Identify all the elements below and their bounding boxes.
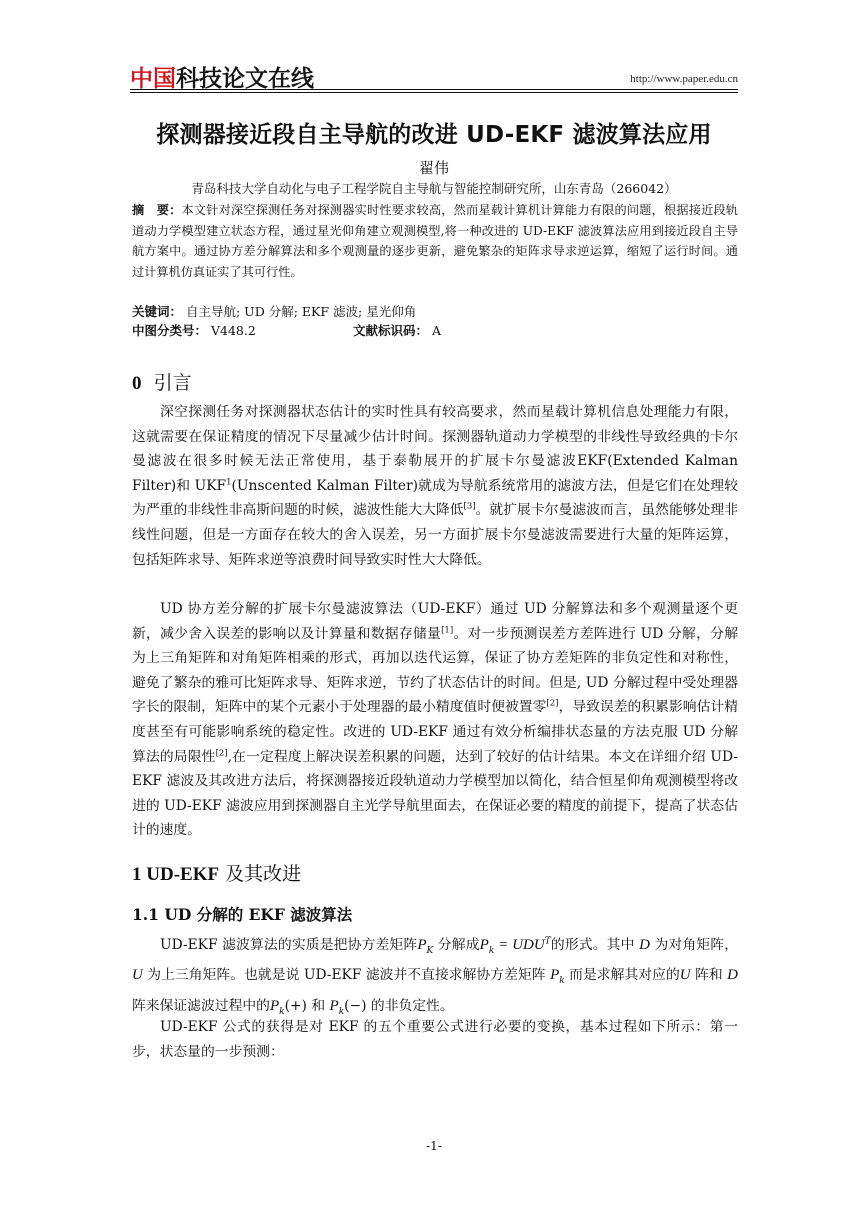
s1p1-d: 为对角矩阵，	[654, 937, 739, 953]
intro-p2-citation-2[interactable]: [2]	[546, 698, 559, 709]
logo-text-red: 中国	[130, 66, 176, 92]
intro-p2-part-a: UD 协方差分解的扩展卡尔曼滤波算法（UD-EKF）通过 UD 分解算法和多个观测量逐个更新，减少舍入误差的影响以及计算量和数据存储量	[132, 601, 738, 642]
clc-value: V448.2	[211, 323, 256, 338]
symbol-d: D	[639, 937, 650, 953]
equation-rhs: = UDU	[494, 937, 545, 953]
header-divider	[130, 89, 738, 90]
s1p1-g: 阵和	[695, 967, 723, 984]
header-divider-thin	[130, 92, 738, 93]
equation-sub: k	[488, 945, 495, 956]
site-url-link[interactable]: http://www.paper.edu.cn	[630, 73, 738, 85]
s1p1-f: 而是求解其对应的	[569, 967, 680, 984]
intro-p1-part-c: 。就扩展卡尔曼滤波而言，虽然能够处理非线性问题，但是一方面存在较大的舍入误差，另一方面扩展卡尔曼滤波需要进行大量的矩阵运算，包括矩阵求导、矩阵求逆等浪费时间导致实时性大大降低。	[132, 502, 739, 568]
classification-line	[132, 321, 256, 339]
section-1-number: 1 UD-EKF	[132, 864, 220, 885]
symbol-k-sub-2: k	[559, 976, 565, 987]
section-0-title: 引言	[153, 372, 192, 394]
symbol-d-2: D	[727, 967, 738, 984]
pk-minus: (−)	[344, 997, 367, 1014]
symbol-u: U	[132, 967, 143, 984]
intro-p2-part-b: 。对一步预测误差方差阵进行 UD 分解，分解为上三角矩阵和对角矩阵相乘的形式，再加以迭代运算，保证了协方差矩阵的非负定性和对称性，避免了繁杂的雅可比矩阵求导、矩阵求逆，节约了状态估计的时间。但是, UD 分解过程中受处理器字长的限制，矩阵中的某个元素小于处理器的最小精度值时便被置零	[132, 625, 738, 716]
paper-title: 探测器接近段自主导航的改进 UD-EKF 滤波算法应用	[156, 122, 712, 148]
equation-sup: T	[544, 936, 551, 947]
symbol-p-2: P	[550, 967, 560, 984]
intro-p2-part-c: ，导致误差的积累影响估计精度甚至有可能影响系统的稳定性。改进的 UD-EKF 通过有效分析编排状态量的方法克服 UD 分解算法的局限性	[132, 699, 739, 765]
s1p1-b: 分解成	[437, 937, 480, 953]
intro-paragraph-2	[132, 597, 738, 843]
symbol-p: P	[417, 937, 427, 953]
abstract	[132, 200, 738, 282]
page-number: -1-	[426, 1139, 442, 1153]
symbol-p-3: P	[269, 997, 280, 1014]
symbol-k-sub: K	[426, 945, 434, 956]
s1p1-c: 的形式。其中	[550, 937, 635, 953]
intro-p1-part-a: 深空探测任务对探测器状态估计的实时性具有较高要求，然而星载计算机信息处理能力有限，这就需要在保证精度的情况下尽量减少估计时间。探测器轨道动力学模型的非线性导致经典的卡尔曼滤波在很多时候无法正常使用，基于泰勒展开的扩展卡尔曼滤波EKF(Extended Kalman Filter)和 UKF	[132, 404, 738, 494]
intro-p2-citation-3[interactable]: [2]	[215, 747, 228, 758]
abstract-label: 摘 要：	[132, 203, 182, 217]
pk-plus: (+)	[284, 997, 307, 1014]
logo-text-dark: 科技论文在线	[176, 66, 314, 92]
s1p1-h: 阵来保证滤波过程中的	[132, 997, 270, 1014]
intro-p1-part-b: (Unscented Kalman Filter)就成为导航系统常用的滤波方法，但是它们在处理较为严重的非线性非高斯问题的时候，滤波性能大大降低	[132, 477, 738, 519]
section-0-heading	[132, 368, 192, 395]
equation-lhs: P	[479, 937, 489, 953]
section-1-paragraph-2: UD-EKF 公式的获得是对 EKF 的五个重要公式进行必要的变换，基本过程如下所示：第一步，状态量的一步预测：	[132, 1019, 738, 1060]
author-affiliation: 青岛科技大学自动化与电子工程学院自主导航与智能控制研究所，山东青岛（266042）	[191, 181, 677, 196]
subsection-1-1-heading: 1.1 UD 分解的 EKF 滤波算法	[132, 905, 353, 924]
intro-p1-sup: 1	[226, 477, 232, 488]
intro-p2-citation-1[interactable]: [1]	[441, 625, 454, 635]
s1p1-j: 的非负定性。	[370, 997, 454, 1014]
keywords-label: 关键词：	[132, 304, 183, 319]
s1p1-a: UD-EKF 滤波算法的实质是把协方差矩阵	[160, 937, 418, 953]
keywords-value: 自主导航; UD 分解; EKF 滤波; 星光仰角	[186, 304, 417, 319]
doc-code-line	[353, 321, 441, 339]
doc-code-label: 文献标识码：	[353, 323, 429, 338]
symbol-p-4: P	[329, 997, 339, 1014]
symbol-k-sub-4: k	[338, 1006, 345, 1017]
intro-paragraph-1	[132, 400, 738, 572]
s1p1-i: 和	[311, 997, 326, 1014]
intro-p2-part-d: ,在一定程度上解决误差积累的问题，达到了较好的估计结果。本文在详细介绍 UD-EKF 滤波及其改进方法后，将探测器接近段轨道动力学模型加以简化，结合恒星仰角观测模型将改进的 UD-EKF 滤波应用到探测器自主光学导航里面去，在保证必要的精度的前提下，提高了状态估计的速度。	[132, 748, 738, 839]
intro-p1-citation[interactable]: [3]	[463, 501, 476, 512]
section-1-paragraph-1	[132, 933, 738, 1024]
clc-label: 中图分类号：	[132, 323, 208, 338]
section-0-number: 0	[132, 373, 142, 394]
s1p1-e: 为上三角矩阵。也就是说 UD-EKF 滤波并不直接求解协方差矩阵	[147, 967, 546, 984]
section-1-heading	[132, 859, 301, 886]
keywords-line	[132, 302, 416, 320]
symbol-k-sub-3: k	[279, 1006, 285, 1017]
paper-author: 翟伟	[418, 159, 449, 177]
symbol-u-2: U	[679, 967, 691, 984]
doc-code-value: A	[432, 323, 442, 338]
abstract-text: 本文针对深空探测任务对探测器实时性要求较高，然而星载计算机计算能力有限的问题，根据接近段轨道动力学模型建立状态方程，通过星光仰角建立观测模型,将一种改进的 UD-EKF 滤波算法应用到接近段自主导航方案中。通过协方差分解算法和多个观测量的逐步更新，避免繁杂的矩阵求导求逆运算，缩短了运行时间。通过计算机仿真证实了其可行性。	[132, 203, 738, 279]
section-1-title: 及其改进	[225, 863, 302, 885]
